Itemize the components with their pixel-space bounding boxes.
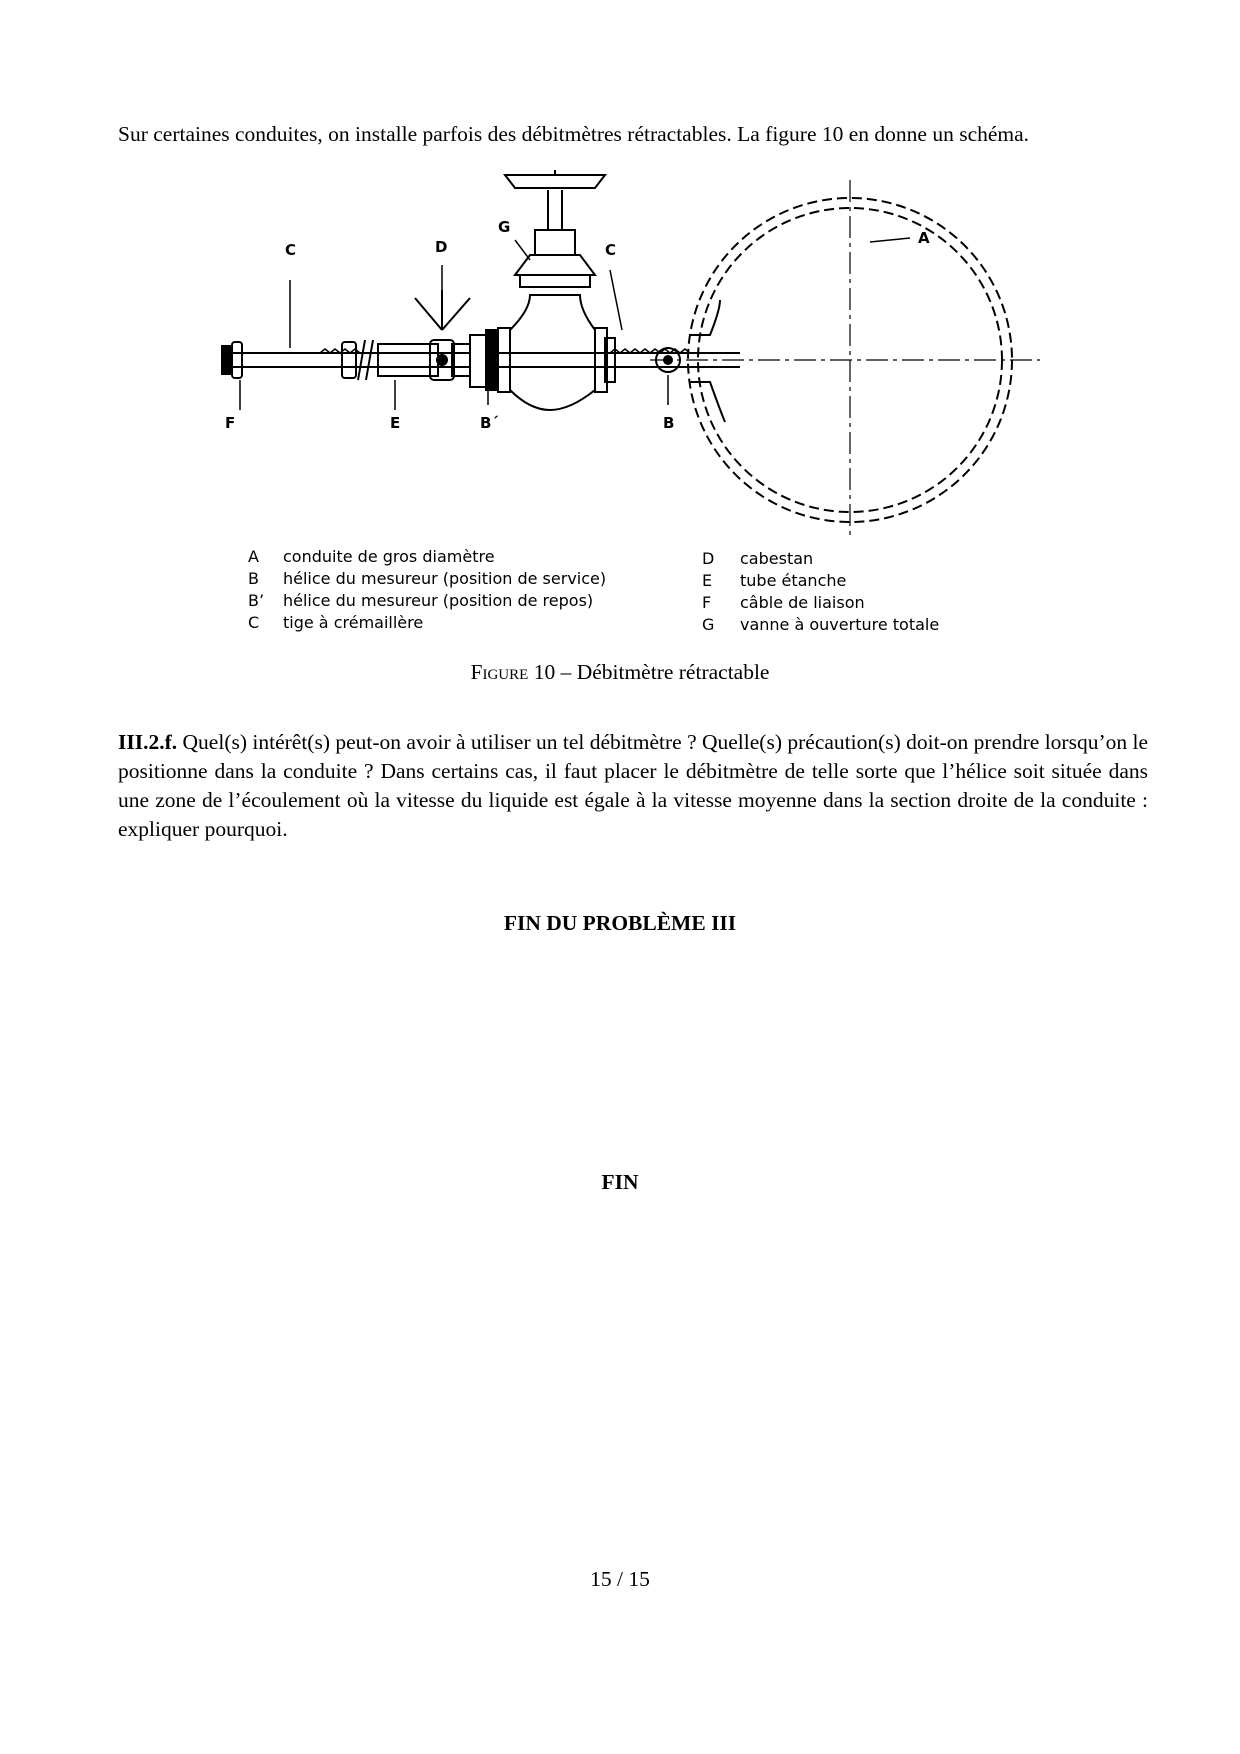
legend-key: B’ [248, 591, 265, 610]
legend-text: tige à crémaillère [283, 613, 424, 632]
legend-key: B [248, 569, 259, 588]
legend-text: câble de liaison [740, 593, 865, 612]
legend-key: G [702, 615, 715, 634]
legend-key: C [248, 613, 260, 632]
legend-right [702, 549, 939, 634]
callout-b: B [663, 414, 675, 432]
legend-text: tube étanche [740, 571, 847, 590]
end-heading: FIN [601, 1170, 639, 1194]
question-label: III.2.f. [118, 730, 178, 754]
intro-paragraph: Sur certaines conduites, on installe parfois des débitmètres rétractables. La figure 10 en donne un schéma. [118, 122, 1030, 146]
legend-text: hélice du mesureur (position de service) [283, 569, 607, 588]
callout-d: D [435, 238, 448, 256]
callout-c-left: C [285, 241, 297, 259]
question-text: Quel(s) intérêt(s) peut-on avoir à utiliser un tel débitmètre ? Quelle(s) précaution(s) doit-on prendre lorsqu’on le positionne dans la conduite ? Dans certains cas, il faut placer le débitmètre de telle sorte que l’hélice soit située dans une zone de l’écoulement où la vitesse du liquide est égale à la vitesse moyenne dans la section droite de la conduite : expliquer pourquoi. [118, 730, 1148, 841]
flowmeter-diagram [225, 170, 1050, 660]
callout-b-prime: B´ [480, 414, 499, 432]
question-paragraph [118, 728, 1148, 844]
legend-key: F [702, 593, 712, 612]
legend-text: vanne à ouverture totale [740, 615, 940, 634]
legend-text: conduite de gros diamètre [283, 547, 495, 566]
callout-f: F [225, 414, 236, 432]
legend-text: hélice du mesureur (position de repos) [283, 591, 594, 610]
page-number: 15 / 15 [590, 1567, 650, 1591]
legend-left [248, 547, 606, 632]
caption-label: Figure [470, 660, 529, 684]
callout-a: A [918, 229, 930, 247]
callout-g: G [498, 218, 511, 236]
caption-text: 10 – Débitmètre rétractable [533, 660, 770, 684]
legend-key: A [248, 547, 259, 566]
retractable-flowmeter-figure [225, 170, 1050, 660]
end-of-problem-heading: FIN DU PROBLÈME III [503, 911, 737, 935]
legend-key: E [702, 571, 713, 590]
figure-caption [0, 658, 1240, 687]
callout-e: E [390, 414, 401, 432]
legend-text: cabestan [740, 549, 814, 568]
callout-c-right: C [605, 241, 617, 259]
legend-key: D [702, 549, 715, 568]
